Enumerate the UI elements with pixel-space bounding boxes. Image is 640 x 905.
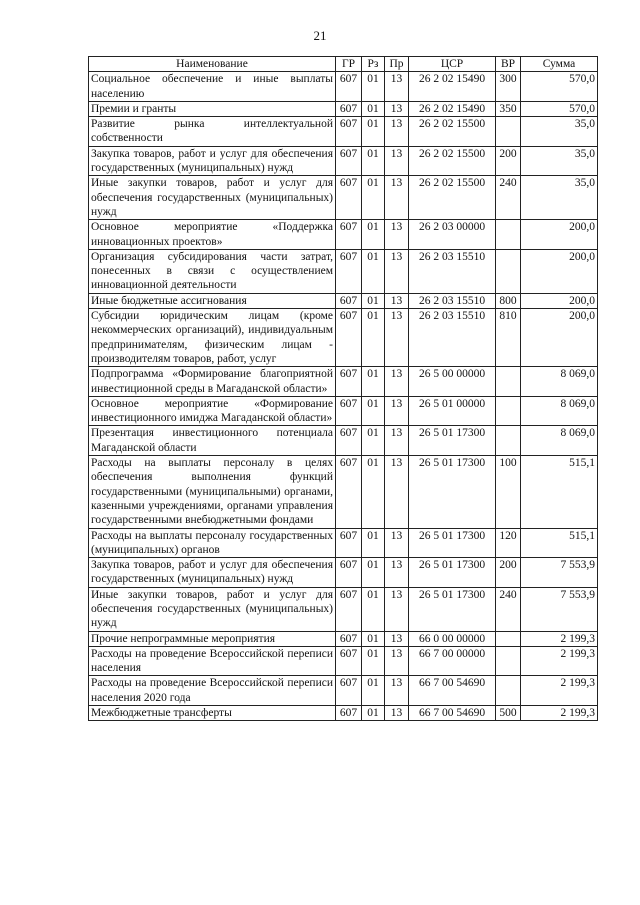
cell-gr: 607 <box>336 309 362 367</box>
cell-rz: 01 <box>362 676 385 706</box>
table-body <box>89 72 598 721</box>
cell-csr: 26 5 01 17300 <box>409 528 496 558</box>
cell-sum: 200,0 <box>521 309 598 367</box>
cell-vr: 500 <box>496 706 521 721</box>
cell-sum: 515,1 <box>521 456 598 528</box>
cell-vr <box>496 220 521 250</box>
cell-gr: 607 <box>336 456 362 528</box>
cell-rz: 01 <box>362 249 385 293</box>
cell-pr: 13 <box>385 293 409 308</box>
cell-rz: 01 <box>362 631 385 646</box>
cell-vr: 120 <box>496 528 521 558</box>
cell-sum: 200,0 <box>521 249 598 293</box>
cell-pr: 13 <box>385 72 409 102</box>
table-row <box>89 367 598 397</box>
table-row <box>89 558 598 588</box>
cell-csr: 26 5 01 17300 <box>409 587 496 631</box>
cell-vr: 200 <box>496 558 521 588</box>
cell-name: Основное мероприятие «Формирование инвестиционного имиджа Магаданской области» <box>89 396 336 426</box>
header-name: Наименование <box>89 57 336 72</box>
cell-pr: 13 <box>385 249 409 293</box>
cell-pr: 13 <box>385 706 409 721</box>
header-pr: Пр <box>385 57 409 72</box>
cell-pr: 13 <box>385 676 409 706</box>
cell-csr: 26 5 01 17300 <box>409 426 496 456</box>
cell-name: Закупка товаров, работ и услуг для обеспечения государственных (муниципальных) нужд <box>89 146 336 176</box>
cell-sum: 2 199,3 <box>521 676 598 706</box>
cell-gr: 607 <box>336 117 362 147</box>
cell-gr: 607 <box>336 176 362 220</box>
cell-gr: 607 <box>336 426 362 456</box>
cell-rz: 01 <box>362 72 385 102</box>
cell-gr: 607 <box>336 676 362 706</box>
table-row <box>89 456 598 528</box>
cell-gr: 607 <box>336 220 362 250</box>
cell-sum: 8 069,0 <box>521 396 598 426</box>
cell-pr: 13 <box>385 631 409 646</box>
cell-rz: 01 <box>362 220 385 250</box>
cell-gr: 607 <box>336 293 362 308</box>
cell-name: Расходы на выплаты персоналу в целях обеспечения выполнения функций государственными (муниципальными) органами, казенными учреждениями, органами управления государственными внебюджетными фондами <box>89 456 336 528</box>
cell-rz: 01 <box>362 646 385 676</box>
cell-rz: 01 <box>362 426 385 456</box>
cell-vr <box>496 426 521 456</box>
cell-csr: 26 5 01 17300 <box>409 456 496 528</box>
cell-csr: 66 7 00 54690 <box>409 706 496 721</box>
cell-gr: 607 <box>336 367 362 397</box>
cell-rz: 01 <box>362 176 385 220</box>
cell-pr: 13 <box>385 426 409 456</box>
cell-pr: 13 <box>385 146 409 176</box>
cell-csr: 26 2 02 15500 <box>409 117 496 147</box>
cell-vr: 810 <box>496 309 521 367</box>
table-row <box>89 631 598 646</box>
cell-rz: 01 <box>362 706 385 721</box>
cell-name: Межбюджетные трансферты <box>89 706 336 721</box>
table-row <box>89 146 598 176</box>
cell-csr: 26 2 03 00000 <box>409 220 496 250</box>
cell-gr: 607 <box>336 646 362 676</box>
table-row <box>89 396 598 426</box>
table-row <box>89 220 598 250</box>
cell-sum: 35,0 <box>521 146 598 176</box>
cell-rz: 01 <box>362 101 385 116</box>
cell-pr: 13 <box>385 646 409 676</box>
cell-pr: 13 <box>385 101 409 116</box>
cell-sum: 2 199,3 <box>521 646 598 676</box>
cell-vr: 300 <box>496 72 521 102</box>
cell-name: Организация субсидирования части затрат, понесенных в связи с осуществлением инновационной деятельности <box>89 249 336 293</box>
cell-gr: 607 <box>336 558 362 588</box>
cell-name: Субсидии юридическим лицам (кроме некоммерческих организаций), индивидуальным предпринимателям, физическим лицам - производителям товаров, работ, услуг <box>89 309 336 367</box>
cell-rz: 01 <box>362 293 385 308</box>
table-row <box>89 528 598 558</box>
cell-gr: 607 <box>336 631 362 646</box>
table-row <box>89 117 598 147</box>
header-sum: Сумма <box>521 57 598 72</box>
cell-sum: 8 069,0 <box>521 426 598 456</box>
header-rz: Рз <box>362 57 385 72</box>
cell-rz: 01 <box>362 396 385 426</box>
cell-vr <box>496 676 521 706</box>
cell-rz: 01 <box>362 528 385 558</box>
cell-vr: 100 <box>496 456 521 528</box>
cell-csr: 26 2 02 15490 <box>409 72 496 102</box>
cell-csr: 26 2 02 15500 <box>409 146 496 176</box>
cell-gr: 607 <box>336 528 362 558</box>
cell-pr: 13 <box>385 176 409 220</box>
header-csr: ЦСР <box>409 57 496 72</box>
cell-vr <box>496 396 521 426</box>
table-row <box>89 706 598 721</box>
cell-vr <box>496 631 521 646</box>
cell-csr: 66 7 00 54690 <box>409 676 496 706</box>
cell-sum: 570,0 <box>521 72 598 102</box>
table-row <box>89 72 598 102</box>
cell-vr: 240 <box>496 176 521 220</box>
cell-pr: 13 <box>385 587 409 631</box>
cell-pr: 13 <box>385 528 409 558</box>
cell-pr: 13 <box>385 456 409 528</box>
cell-sum: 8 069,0 <box>521 367 598 397</box>
header-gr: ГР <box>336 57 362 72</box>
cell-pr: 13 <box>385 558 409 588</box>
cell-pr: 13 <box>385 117 409 147</box>
table-row <box>89 293 598 308</box>
table-row <box>89 101 598 116</box>
cell-sum: 200,0 <box>521 293 598 308</box>
cell-vr: 200 <box>496 146 521 176</box>
cell-csr: 26 2 02 15500 <box>409 176 496 220</box>
cell-rz: 01 <box>362 367 385 397</box>
cell-csr: 26 2 03 15510 <box>409 309 496 367</box>
table-row <box>89 176 598 220</box>
cell-gr: 607 <box>336 146 362 176</box>
cell-pr: 13 <box>385 220 409 250</box>
cell-name: Расходы на проведение Всероссийской переписи населения <box>89 646 336 676</box>
table-row <box>89 249 598 293</box>
cell-csr: 26 2 02 15490 <box>409 101 496 116</box>
cell-rz: 01 <box>362 117 385 147</box>
cell-name: Иные закупки товаров, работ и услуг для обеспечения государственных (муниципальных) нужд <box>89 176 336 220</box>
cell-vr <box>496 117 521 147</box>
cell-csr: 26 5 01 00000 <box>409 396 496 426</box>
cell-rz: 01 <box>362 587 385 631</box>
cell-sum: 515,1 <box>521 528 598 558</box>
header-vr: ВР <box>496 57 521 72</box>
cell-name: Расходы на проведение Всероссийской переписи населения 2020 года <box>89 676 336 706</box>
table-row <box>89 676 598 706</box>
table-row <box>89 309 598 367</box>
cell-gr: 607 <box>336 72 362 102</box>
cell-rz: 01 <box>362 309 385 367</box>
cell-vr: 800 <box>496 293 521 308</box>
cell-name: Иные закупки товаров, работ и услуг для обеспечения государственных (муниципальных) нужд <box>89 587 336 631</box>
cell-sum: 35,0 <box>521 117 598 147</box>
table-header-row <box>89 57 598 72</box>
cell-name: Премии и гранты <box>89 101 336 116</box>
table-row <box>89 426 598 456</box>
cell-sum: 7 553,9 <box>521 587 598 631</box>
cell-csr: 26 2 03 15510 <box>409 249 496 293</box>
cell-csr: 66 0 00 00000 <box>409 631 496 646</box>
cell-name: Расходы на выплаты персоналу государственных (муниципальных) органов <box>89 528 336 558</box>
cell-vr <box>496 367 521 397</box>
cell-name: Иные бюджетные ассигнования <box>89 293 336 308</box>
cell-sum: 35,0 <box>521 176 598 220</box>
cell-vr: 350 <box>496 101 521 116</box>
cell-pr: 13 <box>385 396 409 426</box>
cell-gr: 607 <box>336 587 362 631</box>
cell-csr: 26 2 03 15510 <box>409 293 496 308</box>
cell-name: Социальное обеспечение и иные выплаты населению <box>89 72 336 102</box>
cell-gr: 607 <box>336 101 362 116</box>
table-row <box>89 646 598 676</box>
cell-csr: 66 7 00 00000 <box>409 646 496 676</box>
cell-pr: 13 <box>385 309 409 367</box>
cell-name: Прочие непрограммные мероприятия <box>89 631 336 646</box>
cell-name: Презентация инвестиционного потенциала Магаданской области <box>89 426 336 456</box>
cell-name: Закупка товаров, работ и услуг для обеспечения государственных (муниципальных) нужд <box>89 558 336 588</box>
cell-sum: 2 199,3 <box>521 631 598 646</box>
cell-sum: 570,0 <box>521 101 598 116</box>
cell-gr: 607 <box>336 706 362 721</box>
cell-name: Развитие рынка интеллектуальной собственности <box>89 117 336 147</box>
budget-table <box>88 56 598 721</box>
cell-vr <box>496 646 521 676</box>
cell-rz: 01 <box>362 558 385 588</box>
cell-name: Основное мероприятие «Поддержка инновационных проектов» <box>89 220 336 250</box>
cell-csr: 26 5 00 00000 <box>409 367 496 397</box>
cell-vr <box>496 249 521 293</box>
cell-gr: 607 <box>336 396 362 426</box>
cell-sum: 7 553,9 <box>521 558 598 588</box>
cell-rz: 01 <box>362 146 385 176</box>
table-row <box>89 587 598 631</box>
cell-gr: 607 <box>336 249 362 293</box>
cell-rz: 01 <box>362 456 385 528</box>
cell-sum: 2 199,3 <box>521 706 598 721</box>
cell-pr: 13 <box>385 367 409 397</box>
cell-name: Подпрограмма «Формирование благоприятной инвестиционной среды в Магаданской области» <box>89 367 336 397</box>
cell-sum: 200,0 <box>521 220 598 250</box>
cell-csr: 26 5 01 17300 <box>409 558 496 588</box>
page-number: 21 <box>313 28 327 43</box>
cell-vr: 240 <box>496 587 521 631</box>
